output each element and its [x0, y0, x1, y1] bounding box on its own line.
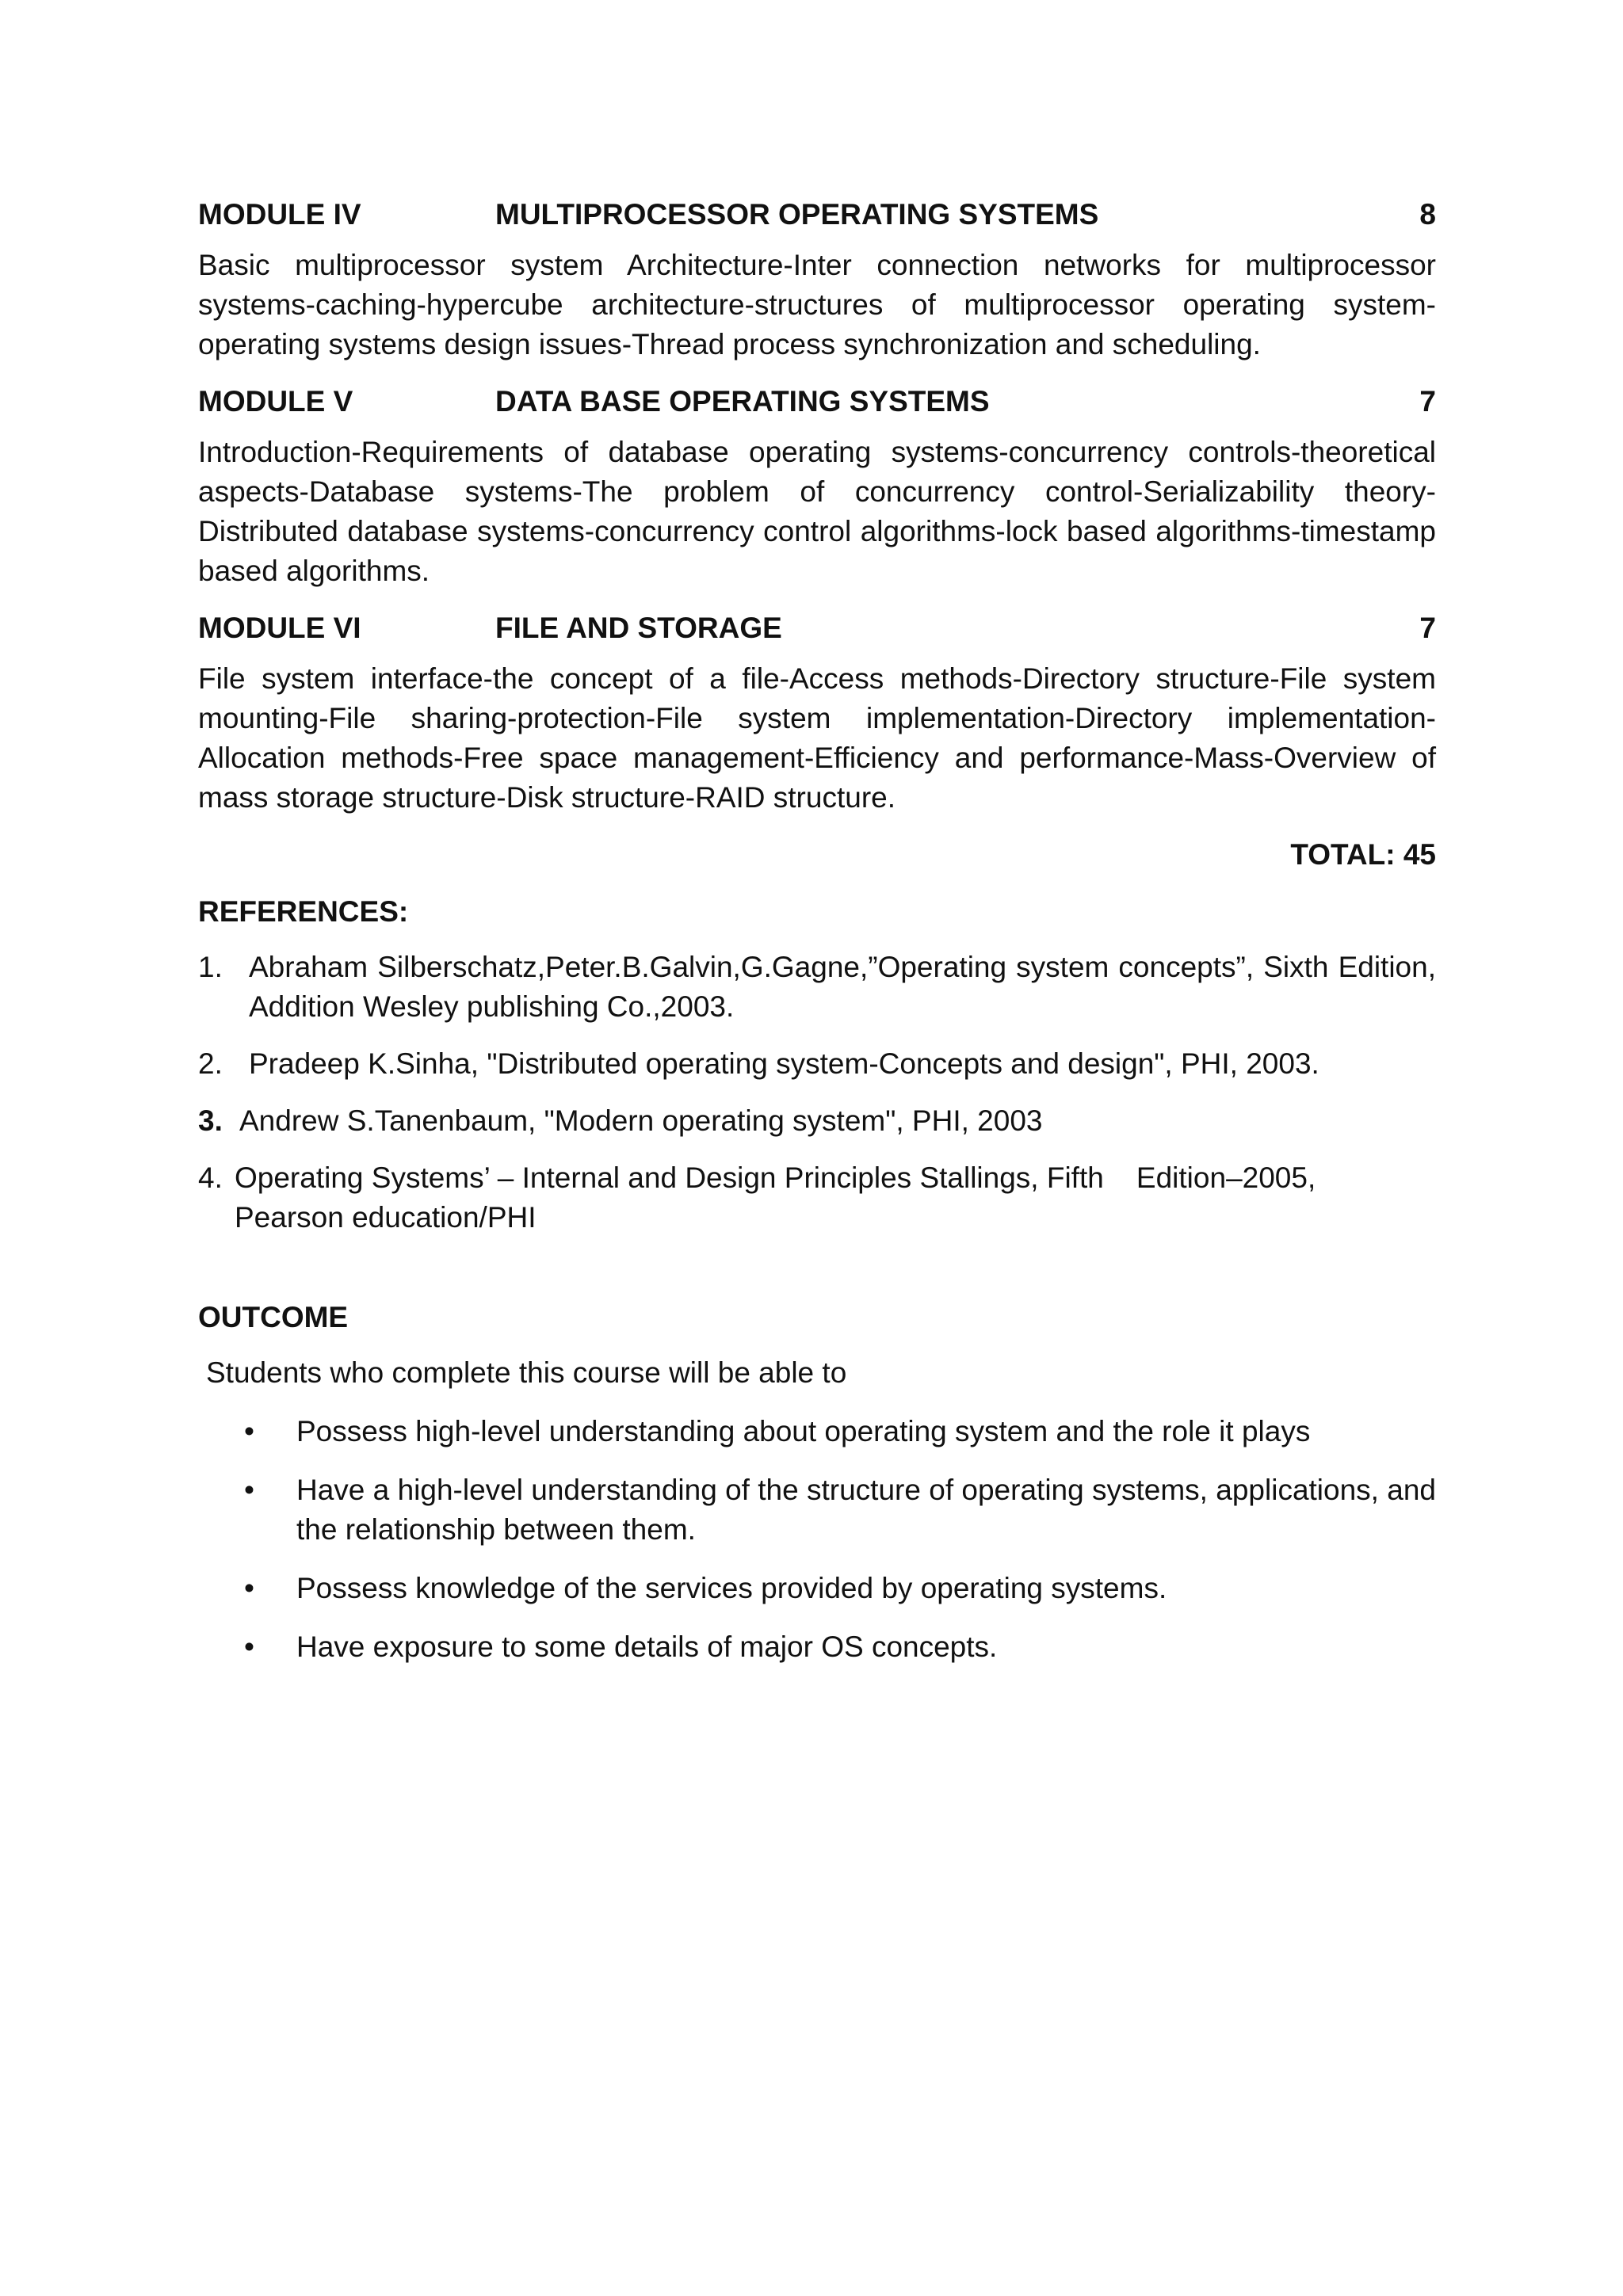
list-item-text: Have exposure to some details of major OS concepts.	[296, 1630, 998, 1663]
bullet-icon: •	[244, 1572, 254, 1604]
reference-text: Abraham Silberschatz,Peter.B.Galvin,G.Gagne,”Operating system concepts”, Sixth Edition, Addition Wesley publishing Co.,2003.	[249, 951, 1436, 1023]
outcome-list	[198, 1412, 1436, 1667]
list-item	[198, 1569, 1436, 1608]
module-content: Introduction-Requirements of database operating systems-concurrency controls-theoretical aspects-Database systems-The problem of concurrency control-Serializability theory-Distributed database systems-concurrency control algorithms-lock based algorithms-timestamp based algorithms.	[198, 436, 1436, 587]
module-content: File system interface-the concept of a file-Access methods-Directory structure-File system mounting-File sharing-protection-File system implementation-Directory implementation-Allocation methods-Free space management-Efficiency and performance-Mass-Overview of mass storage structure-Disk structure-RAID structure.	[198, 662, 1436, 814]
module-heading	[198, 195, 1436, 235]
module-hours: 7	[1419, 385, 1436, 418]
list-item	[198, 1627, 1436, 1667]
reference-text: Operating Systems’ – Internal and Design Principles Stallings, Fifth Edition–2005, Pearson education/PHI	[235, 1161, 1324, 1234]
reference-text: Andrew S.Tanenbaum, "Modern operating system", PHI, 2003	[239, 1104, 1043, 1137]
outcome-intro: Students who complete this course will be able to	[206, 1356, 847, 1389]
module-title: MULTIPROCESSOR OPERATING SYSTEMS	[495, 198, 1099, 231]
document-page	[198, 195, 1436, 1686]
references-heading: REFERENCES:	[198, 895, 409, 928]
reference-number: 2.	[198, 1047, 223, 1080]
list-item-text: Possess high-level understanding about operating system and the role it plays	[296, 1415, 1311, 1447]
reference-item	[198, 1044, 1436, 1084]
reference-number: 3.	[198, 1104, 223, 1137]
module-title: DATA BASE OPERATING SYSTEMS	[495, 385, 990, 418]
list-item	[198, 1412, 1436, 1451]
list-item-text: Possess knowledge of the services provided by operating systems.	[296, 1572, 1167, 1604]
module-content: Basic multiprocessor system Architecture-Inter connection networks for multiprocessor systems-caching-hypercube architecture-structures of multiprocessor operating system-operating systems design issues-Thread process synchronization and scheduling.	[198, 249, 1436, 360]
list-item	[198, 1470, 1436, 1550]
bullet-icon: •	[244, 1415, 254, 1447]
module-heading	[198, 382, 1436, 421]
module-title: FILE AND STORAGE	[495, 612, 782, 644]
module-heading	[198, 608, 1436, 648]
reference-item	[198, 1158, 1436, 1238]
reference-number: 4.	[198, 1161, 223, 1194]
reference-text: Pradeep K.Sinha, "Distributed operating system-Concepts and design", PHI, 2003.	[249, 1047, 1319, 1080]
outcome-heading: OUTCOME	[198, 1301, 349, 1333]
reference-number: 1.	[198, 951, 223, 983]
module-number: MODULE V	[198, 385, 353, 418]
reference-item	[198, 948, 1436, 1027]
total-hours: TOTAL: 45	[1290, 838, 1436, 871]
module-hours: 7	[1419, 612, 1436, 644]
module-number: MODULE IV	[198, 198, 361, 231]
list-item-text: Have a high-level understanding of the structure of operating systems, applications, and the relationship between them.	[296, 1474, 1436, 1546]
bullet-icon: •	[244, 1474, 254, 1506]
module-hours: 8	[1419, 198, 1436, 231]
bullet-icon: •	[244, 1630, 254, 1663]
module-number: MODULE VI	[198, 612, 361, 644]
reference-item	[198, 1101, 1436, 1141]
